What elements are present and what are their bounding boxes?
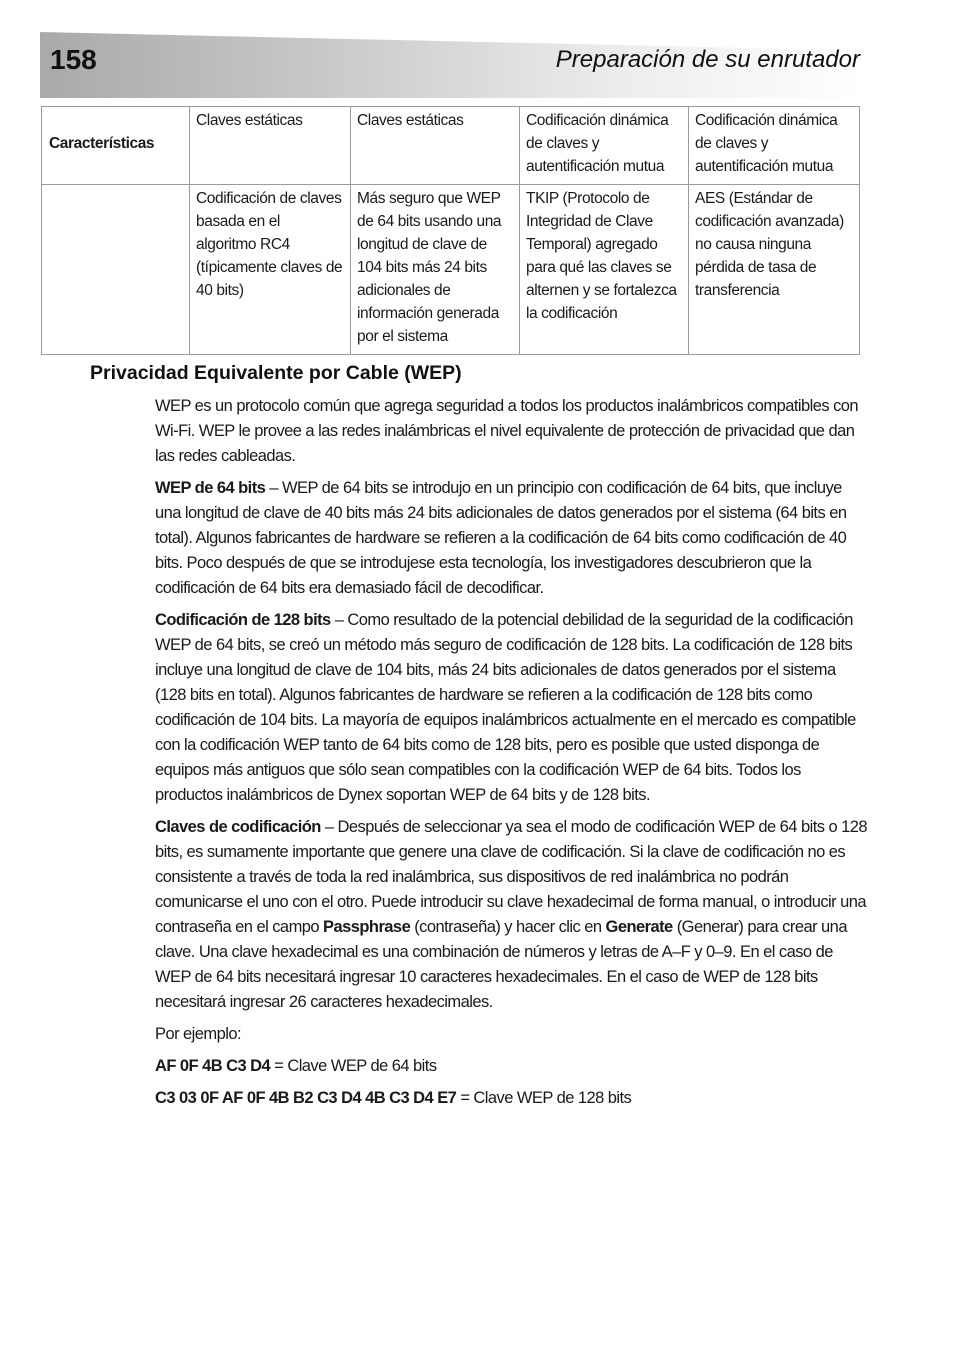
paragraph-text: – WEP de 64 bits se introdujo en un principio con codificación de 64 bits, que incluye una longitud de clave de 40 bits más 24 bits adicionales de datos generados por el sistema (64 bits en total). Algunos fabricantes de hardware se refieren a la codificación de 64 bits como codificación de 40 bits. Poco después de que se introdujese esta tecnología, los investigadores descubrieron que la codificación de 64 bits era demasiado fácil de decodificar.	[155, 479, 847, 597]
paragraph-text: (Generar) para crear una clave. Una clave hexadecimal es una combinación de números y letras de A–F y 0–9. En el caso de WEP de 64 bits necesitará ingresar 10 caracteres hexadecimales. En el caso de WEP de 128 bits necesitará ingresar 26 caracteres hexadecimales.	[155, 918, 847, 1011]
table-cell: AES (Estándar de codificación avanzada) no causa ninguna pérdida de tasa de transferencia	[689, 185, 860, 355]
table-cell: Codificación dinámica de claves y autentificación mutua	[520, 107, 689, 185]
example-64	[155, 1054, 867, 1079]
paragraph-text: – Como resultado de la potencial debilidad de la seguridad de la codificación WEP de 64 bits, se creó un método más seguro de codificación de 128 bits. La codificación de 128 bits incluye una longitud de clave de 104 bits, más 24 bits adicionales de datos generados por el sistema (128 bits en total). Algunos fabricantes de hardware se refieren a la codificación de 128 bits como codificación de 104 bits. La mayoría de equipos inalámbricos actualmente en el mercado es compatible con la codificación WEP tanto de 64 bits como de 128 bits, pero es posible que usted disponga de equipos más antiguos que sólo sean compatibles con la codificación WEP de 64 bits. Todos los productos inalámbricos de Dynex soportan WEP de 64 bits y de 128 bits.	[155, 611, 856, 804]
row-header	[42, 185, 190, 355]
example-desc: = Clave WEP de 128 bits	[456, 1089, 632, 1107]
table-cell: Codificación de claves basada en el algoritmo RC4 (típicamente claves de 40 bits)	[190, 185, 351, 355]
body-text	[155, 394, 867, 1118]
passphrase-term: Passphrase	[323, 918, 411, 936]
hex-key: AF 0F 4B C3 D4	[155, 1057, 271, 1075]
paragraph-text: – Después de seleccionar ya sea el modo de codificación WEP de 64 bits o 128 bits, es sumamente importante que genere una clave de codificación. Si la clave de codificación no es consistente a través de toda la red inalámbrica, sus dispositivos de red inalámbrica no podrán comunicarse el uno con el otro. Puede introducir su clave hexadecimal de forma manual, o introducir una contraseña en el campo	[155, 818, 868, 936]
table-cell: Claves estáticas	[190, 107, 351, 185]
keys-paragraph	[155, 815, 867, 1015]
table-cell: Claves estáticas	[351, 107, 520, 185]
section-heading: Privacidad Equivalente por Cable (WEP)	[90, 362, 462, 384]
features-table	[41, 106, 860, 355]
example-128	[155, 1086, 867, 1111]
row-header: Características	[42, 107, 190, 185]
enc128-paragraph	[155, 608, 867, 808]
table-cell: Más seguro que WEP de 64 bits usando una longitud de clave de 104 bits más 24 bits adicionales de información generada por el sistema	[351, 185, 520, 355]
intro-paragraph: WEP es un protocolo común que agrega seguridad a todos los productos inalámbricos compatibles con Wi-Fi. WEP le provee a las redes inalámbricas el nivel equivalente de protección de privacidad que dan las redes cableadas.	[155, 397, 859, 465]
paragraph-text: (contraseña) y hacer clic en	[410, 918, 606, 936]
generate-term: Generate	[605, 918, 673, 936]
table-row	[42, 185, 860, 355]
page-number: 158	[50, 44, 97, 75]
term: Claves de codificación	[155, 818, 321, 836]
term: Codificación de 128 bits	[155, 611, 331, 629]
page-title: Preparación de su enrutador	[555, 46, 860, 73]
example-label: Por ejemplo:	[155, 1025, 242, 1043]
example-desc: = Clave WEP de 64 bits	[270, 1057, 437, 1075]
table-cell: Codificación dinámica de claves y autentificación mutua	[689, 107, 860, 185]
hex-key: C3 03 0F AF 0F 4B B2 C3 D4 4B C3 D4 E7	[155, 1089, 457, 1107]
term: WEP de 64 bits	[155, 479, 266, 497]
table-row	[42, 107, 860, 185]
table-cell: TKIP (Protocolo de Integridad de Clave Temporal) agregado para qué las claves se alternen y se fortalezca la codificación	[520, 185, 689, 355]
wep64-paragraph	[155, 476, 867, 601]
